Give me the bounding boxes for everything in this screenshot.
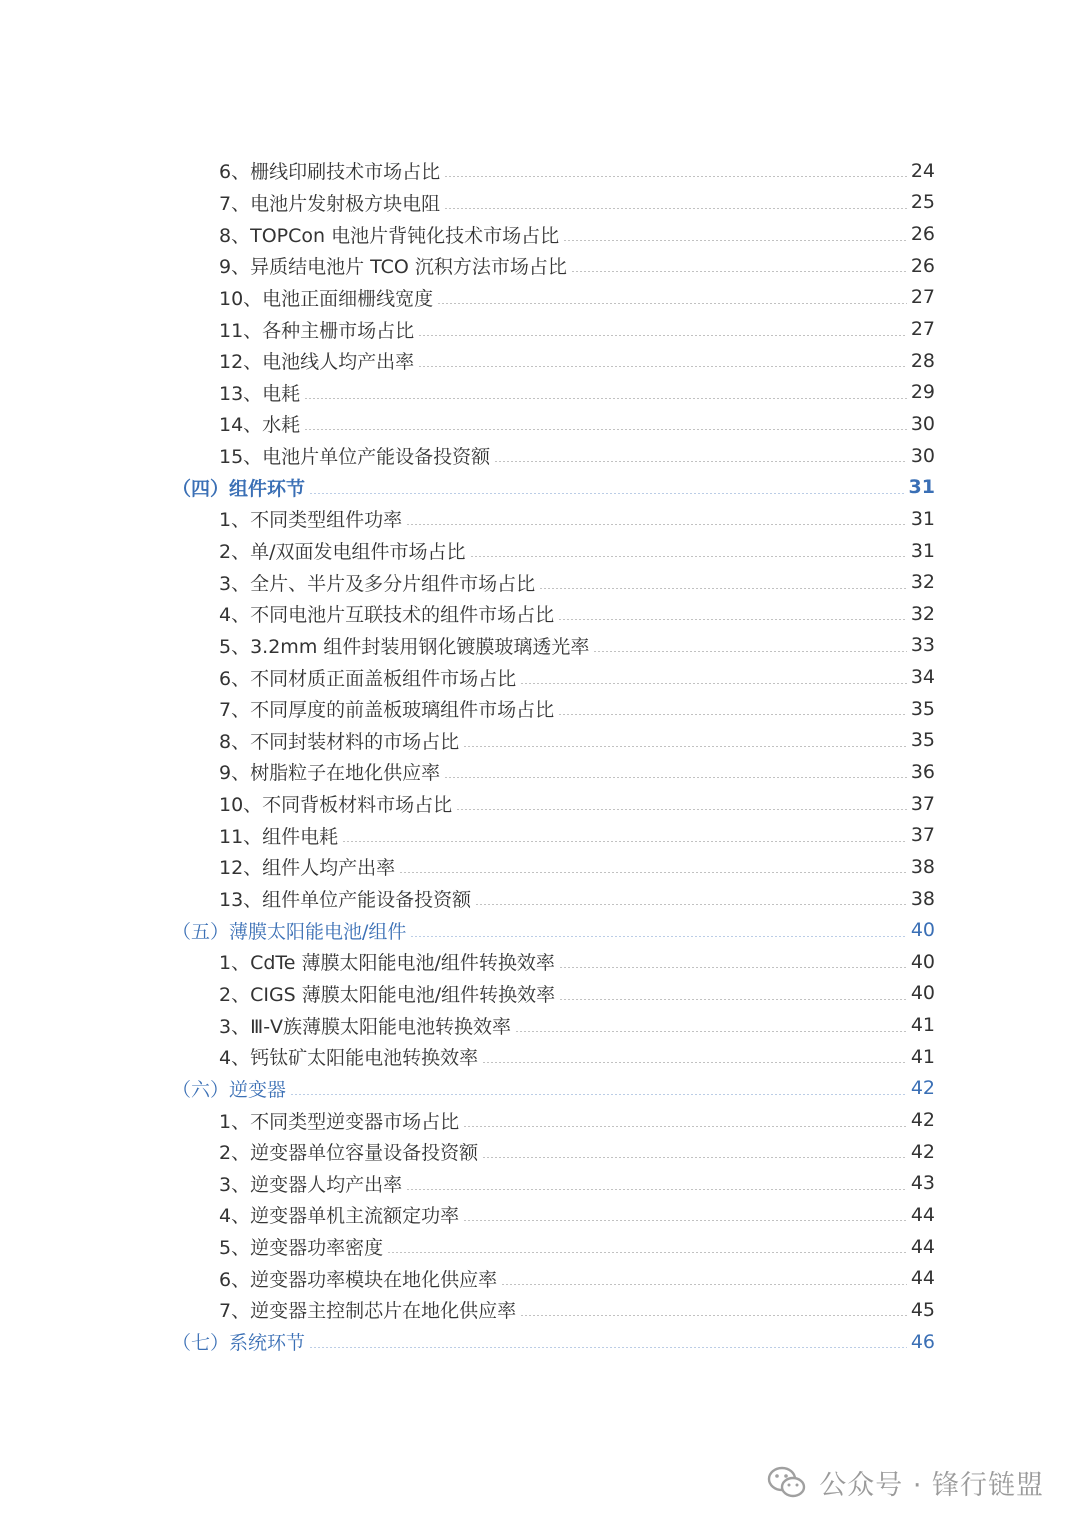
watermark-text: 公众号 · 锋行链盟 (819, 1470, 1044, 1501)
toc-entry-title: 4、钙钛矿太阳能电池转换效率 (219, 1047, 479, 1070)
dot-leader (515, 1031, 907, 1032)
toc-item-row[interactable] (0, 725, 1080, 757)
toc-page-number: 37 (910, 824, 935, 847)
dot-leader (482, 1157, 907, 1158)
toc-item-row[interactable] (0, 1136, 1080, 1168)
toc-page-number: 25 (910, 191, 935, 214)
toc-page-number: 37 (910, 792, 935, 815)
toc-entry-title: 11、组件电耗 (219, 825, 339, 848)
toc-entry-title: 10、电池正面细栅线宽度 (219, 287, 434, 310)
toc-entry-title: 12、组件人均产出率 (219, 857, 396, 880)
toc-entry-title: 3、Ⅲ-Ⅴ族薄膜太阳能电池转换效率 (219, 1015, 512, 1038)
dot-leader (406, 524, 907, 525)
toc-entry-title: 5、逆变器功率密度 (219, 1237, 384, 1260)
toc-page-number: 31 (910, 539, 935, 562)
toc-entry-title: 3、逆变器人均产出率 (219, 1173, 403, 1196)
dot-leader (470, 556, 907, 557)
toc-item-row[interactable] (0, 788, 1080, 820)
dot-leader (456, 809, 907, 810)
toc-page-number: 28 (910, 349, 935, 372)
toc-item-row[interactable] (0, 503, 1080, 535)
toc-page-number: 35 (910, 729, 935, 752)
toc-section-row[interactable] (0, 914, 1080, 946)
toc-entry-title: 1、不同类型逆变器市场占比 (219, 1110, 460, 1133)
dot-leader (558, 714, 907, 715)
toc-page-number: 27 (910, 318, 935, 341)
dot-leader (444, 777, 907, 778)
toc-item-row[interactable] (0, 693, 1080, 725)
toc-item-row[interactable] (0, 187, 1080, 219)
toc-item-row[interactable] (0, 1199, 1080, 1231)
toc-page-number: 30 (910, 444, 935, 467)
toc-item-row[interactable] (0, 440, 1080, 472)
toc-item-row[interactable] (0, 1041, 1080, 1073)
toc-entry-title: 9、树脂粒子在地化供应率 (219, 762, 441, 785)
toc-page-number: 40 (910, 982, 935, 1005)
toc-item-row[interactable] (0, 1231, 1080, 1263)
toc-entry-title: （六）逆变器 (172, 1078, 287, 1101)
toc-page-number: 40 (910, 950, 935, 973)
toc-entry-title: 10、不同背板材料市场占比 (219, 794, 453, 817)
toc-entry-title: 9、异质结电池片 TCO 沉积方法市场占比 (219, 256, 567, 279)
dot-leader (593, 651, 906, 652)
dot-leader (418, 366, 907, 367)
toc-entry-title: （七）系统环节 (172, 1332, 306, 1355)
toc-entry-title: 8、TOPCon 电池片背钝化技术市场占比 (219, 224, 560, 247)
toc-item-row[interactable] (0, 883, 1080, 915)
toc-page-number: 42 (910, 1140, 935, 1163)
toc-item-row[interactable] (0, 819, 1080, 851)
toc-item-row[interactable] (0, 566, 1080, 598)
watermark (767, 1463, 1044, 1502)
dot-leader (290, 1094, 907, 1095)
toc-page-number: 44 (910, 1203, 935, 1226)
toc-page-number: 41 (910, 1045, 935, 1068)
toc-entry-title: 15、电池片单位产能设备投资额 (219, 446, 491, 469)
toc-page-number: 38 (910, 855, 935, 878)
dot-leader (494, 461, 907, 462)
dot-leader (539, 588, 907, 589)
dot-leader (463, 746, 907, 747)
toc-item-row[interactable] (0, 1009, 1080, 1041)
toc-entry-title: 6、栅线印刷技术市场占比 (219, 161, 441, 184)
toc-section-row[interactable] (0, 1326, 1080, 1358)
toc-entry-title: 11、各种主栅市场占比 (219, 319, 415, 342)
toc-entry-title: 5、3.2mm 组件封装用钢化镀膜玻璃透光率 (219, 635, 590, 658)
dot-leader (309, 493, 905, 494)
dot-leader (463, 1126, 907, 1127)
dot-leader (559, 967, 907, 968)
toc-entry-title: 13、组件单位产能设备投资额 (219, 889, 472, 912)
dot-leader (304, 398, 907, 399)
toc-page-number: 42 (910, 1109, 935, 1132)
toc-entry-title: 2、单/双面发电组件市场占比 (219, 541, 466, 563)
toc-entry-title: 7、逆变器主控制芯片在地化供应率 (219, 1300, 517, 1323)
toc-entry-title: （五）薄膜太阳能电池/组件 (172, 920, 407, 943)
toc-entry-title: 6、不同材质正面盖板组件市场占比 (219, 667, 517, 690)
dot-leader (304, 429, 907, 430)
toc-page-number: 42 (910, 1077, 935, 1100)
toc-page-number: 43 (910, 1172, 935, 1195)
toc-item-row[interactable] (0, 946, 1080, 978)
dot-leader (482, 1062, 907, 1063)
dot-leader (437, 303, 907, 304)
dot-leader (399, 872, 907, 873)
toc-item-row[interactable] (0, 376, 1080, 408)
toc-section-row[interactable] (0, 1073, 1080, 1105)
toc-item-row[interactable] (0, 155, 1080, 187)
toc-item-row[interactable] (0, 535, 1080, 567)
toc-page-number: 41 (910, 1014, 935, 1037)
toc-item-row[interactable] (0, 630, 1080, 662)
toc-item-row[interactable] (0, 345, 1080, 377)
toc-page-number: 46 (910, 1330, 935, 1353)
toc-item-row[interactable] (0, 408, 1080, 440)
toc-page-number: 31 (910, 507, 935, 530)
dot-leader (418, 335, 907, 336)
toc-entry-title: 3、全片、半片及多分片组件市场占比 (219, 572, 536, 595)
toc-section-row[interactable] (0, 471, 1080, 503)
toc-page-number: 27 (910, 286, 935, 309)
toc-page-number: 44 (910, 1267, 935, 1290)
toc-item-row[interactable] (0, 1294, 1080, 1326)
toc-entry-title: 1、CdTe 薄膜太阳能电池/组件转换效率 (219, 952, 555, 975)
toc-item-row[interactable] (0, 978, 1080, 1010)
toc-page-number: 44 (910, 1235, 935, 1258)
toc-item-row[interactable] (0, 250, 1080, 282)
dot-leader (520, 1315, 907, 1316)
toc-item-row[interactable] (0, 1262, 1080, 1294)
toc-entry-title: 4、不同电池片互联技术的组件市场占比 (219, 604, 555, 627)
toc-entry-title: 1、不同类型组件功率 (219, 509, 403, 532)
dot-leader (559, 999, 907, 1000)
toc-page-number: 30 (910, 412, 935, 435)
toc-item-row[interactable] (0, 218, 1080, 250)
toc-page-number: 33 (910, 634, 935, 657)
wechat-icon (767, 1466, 807, 1500)
toc-item-row[interactable] (0, 1168, 1080, 1200)
dot-leader (558, 619, 907, 620)
toc-page-number: 38 (910, 887, 935, 910)
dot-leader (463, 1220, 907, 1221)
dot-leader (387, 1252, 907, 1253)
dot-leader (520, 683, 907, 684)
toc-entry-title: 4、逆变器单机主流额定功率 (219, 1205, 460, 1228)
toc-entry-title: 2、CIGS 薄膜太阳能电池/组件转换效率 (219, 983, 556, 1006)
toc-entry-title: 7、电池片发射极方块电阻 (219, 192, 441, 215)
dot-leader (444, 208, 907, 209)
dot-leader (406, 1189, 907, 1190)
toc-page-number: 36 (910, 760, 935, 783)
toc-item-row[interactable] (0, 661, 1080, 693)
toc-item-row[interactable] (0, 756, 1080, 788)
dot-leader (563, 240, 907, 241)
toc-page-number: 32 (910, 571, 935, 594)
toc-page-number: 26 (910, 254, 935, 277)
dot-leader (410, 936, 906, 937)
toc-entry-title: 7、不同厚度的前盖板玻璃组件市场占比 (219, 699, 555, 722)
toc-entry-title: 14、水耗 (219, 414, 301, 437)
toc-page-number: 45 (910, 1298, 935, 1321)
table-of-contents (0, 155, 1080, 1357)
toc-entry-title: 13、电耗 (219, 382, 301, 405)
toc-entry-title: 8、不同封装材料的市场占比 (219, 730, 460, 753)
toc-page-number: 24 (910, 159, 935, 182)
toc-entry-title: 2、逆变器单位容量设备投资额 (219, 1142, 479, 1165)
toc-entry-title: （四）组件环节 (172, 477, 306, 500)
toc-page-number: 34 (910, 666, 935, 689)
dot-leader (309, 1347, 907, 1348)
toc-entry-title: 6、逆变器功率模块在地化供应率 (219, 1268, 498, 1291)
dot-leader (444, 176, 907, 177)
toc-page-number: 29 (910, 381, 935, 404)
toc-item-row[interactable] (0, 282, 1080, 314)
dot-leader (571, 271, 907, 272)
toc-page-number: 35 (910, 697, 935, 720)
toc-item-row[interactable] (0, 313, 1080, 345)
toc-page-number: 26 (910, 223, 935, 246)
dot-leader (342, 841, 907, 842)
toc-page-number: 32 (910, 602, 935, 625)
dot-leader (475, 904, 907, 905)
toc-item-row[interactable] (0, 1104, 1080, 1136)
toc-item-row[interactable] (0, 598, 1080, 630)
dot-leader (501, 1284, 907, 1285)
toc-page-number: 40 (910, 919, 935, 942)
toc-page-number: 31 (908, 476, 935, 499)
toc-entry-title: 12、电池线人均产出率 (219, 351, 415, 374)
toc-item-row[interactable] (0, 851, 1080, 883)
